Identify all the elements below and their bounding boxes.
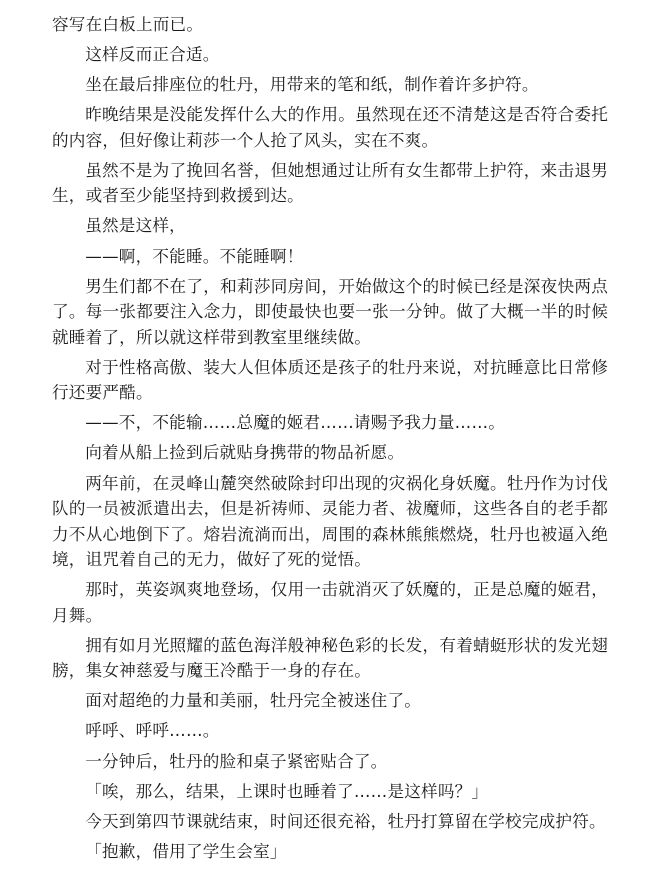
paragraph: 呼呼、呼呼……。 xyxy=(85,721,220,741)
paragraph: 两年前，在灵峰山麓突然破除封印出现的灾祸化身妖魔。牡丹作为讨伐队的一员被派遣出去，但是祈祷师、灵能力者、祓魔师，这些各自的老手都力不从心地倒下了。熔岩流淌而出，周围的森林熊熊燃烧，牡丹也被逼入绝境，诅咒着自己的无力，做好了死的觉悟。 xyxy=(52,473,608,570)
paragraph: 今天到第四节课就结束，时间还很充裕，牡丹打算留在学校完成护符。 xyxy=(85,811,606,831)
paragraph: 一分钟后，牡丹的脸和桌子紧密贴合了。 xyxy=(85,751,388,771)
paragraph: ——啊，不能睡。不能睡啊！ xyxy=(85,246,304,266)
paragraph: 向着从船上捡到后就贴身携带的物品祈愿。 xyxy=(85,443,405,463)
document-page xyxy=(52,12,608,869)
paragraph: 「唉，那么，结果，上课时也睡着了……是这样吗？」 xyxy=(85,781,489,801)
paragraph: 那时，英姿飒爽地登场，仅用一击就消灭了妖魔的，正是总魔的姬君，月舞。 xyxy=(52,580,608,625)
paragraph: 对于性格高傲、装大人但体质还是孩子的牡丹来说，对抗睡意比日常修行还要严酷。 xyxy=(52,357,608,403)
paragraph: ——不，不能输……总魔的姬君……请赐予我力量……。 xyxy=(85,413,506,433)
paragraph: 这样反而正合适。 xyxy=(85,45,220,65)
paragraph-continuation: 容写在白板上而已。 xyxy=(52,15,204,34)
paragraph: 昨晚结果是没能发挥什么大的作用。虽然现在还不清楚这是否符合委托的内容，但好像让莉莎一个人抢了风头，实在不爽。 xyxy=(52,105,608,150)
paragraph: 虽然不是为了挽回名誉，但她想通过让所有女生都带上护符，来击退男生，或者至少能坚持到救援到达。 xyxy=(52,160,608,206)
paragraph: 虽然是这样， xyxy=(85,216,186,236)
paragraph: 男生们都不在了，和莉莎同房间，开始做这个的时候已经是深夜快两点了。每一张都要注入念力，即使最快也要一张一分钟。做了大概一半的时候就睡着了，所以就这样带到教室里继续做。 xyxy=(52,276,608,347)
paragraph: 面对超绝的力量和美丽，牡丹完全被迷住了。 xyxy=(85,691,422,711)
paragraph: 「抱歉，借用了学生会室」 xyxy=(85,841,287,861)
paragraph: 坐在最后排座位的牡丹，用带来的笔和纸，制作着许多护符。 xyxy=(85,75,539,95)
paragraph: 拥有如月光照耀的蓝色海洋般神秘色彩的长发，有着蜻蜓形状的发光翅膀，集女神慈爱与魔王冷酷于一身的存在。 xyxy=(52,635,608,681)
